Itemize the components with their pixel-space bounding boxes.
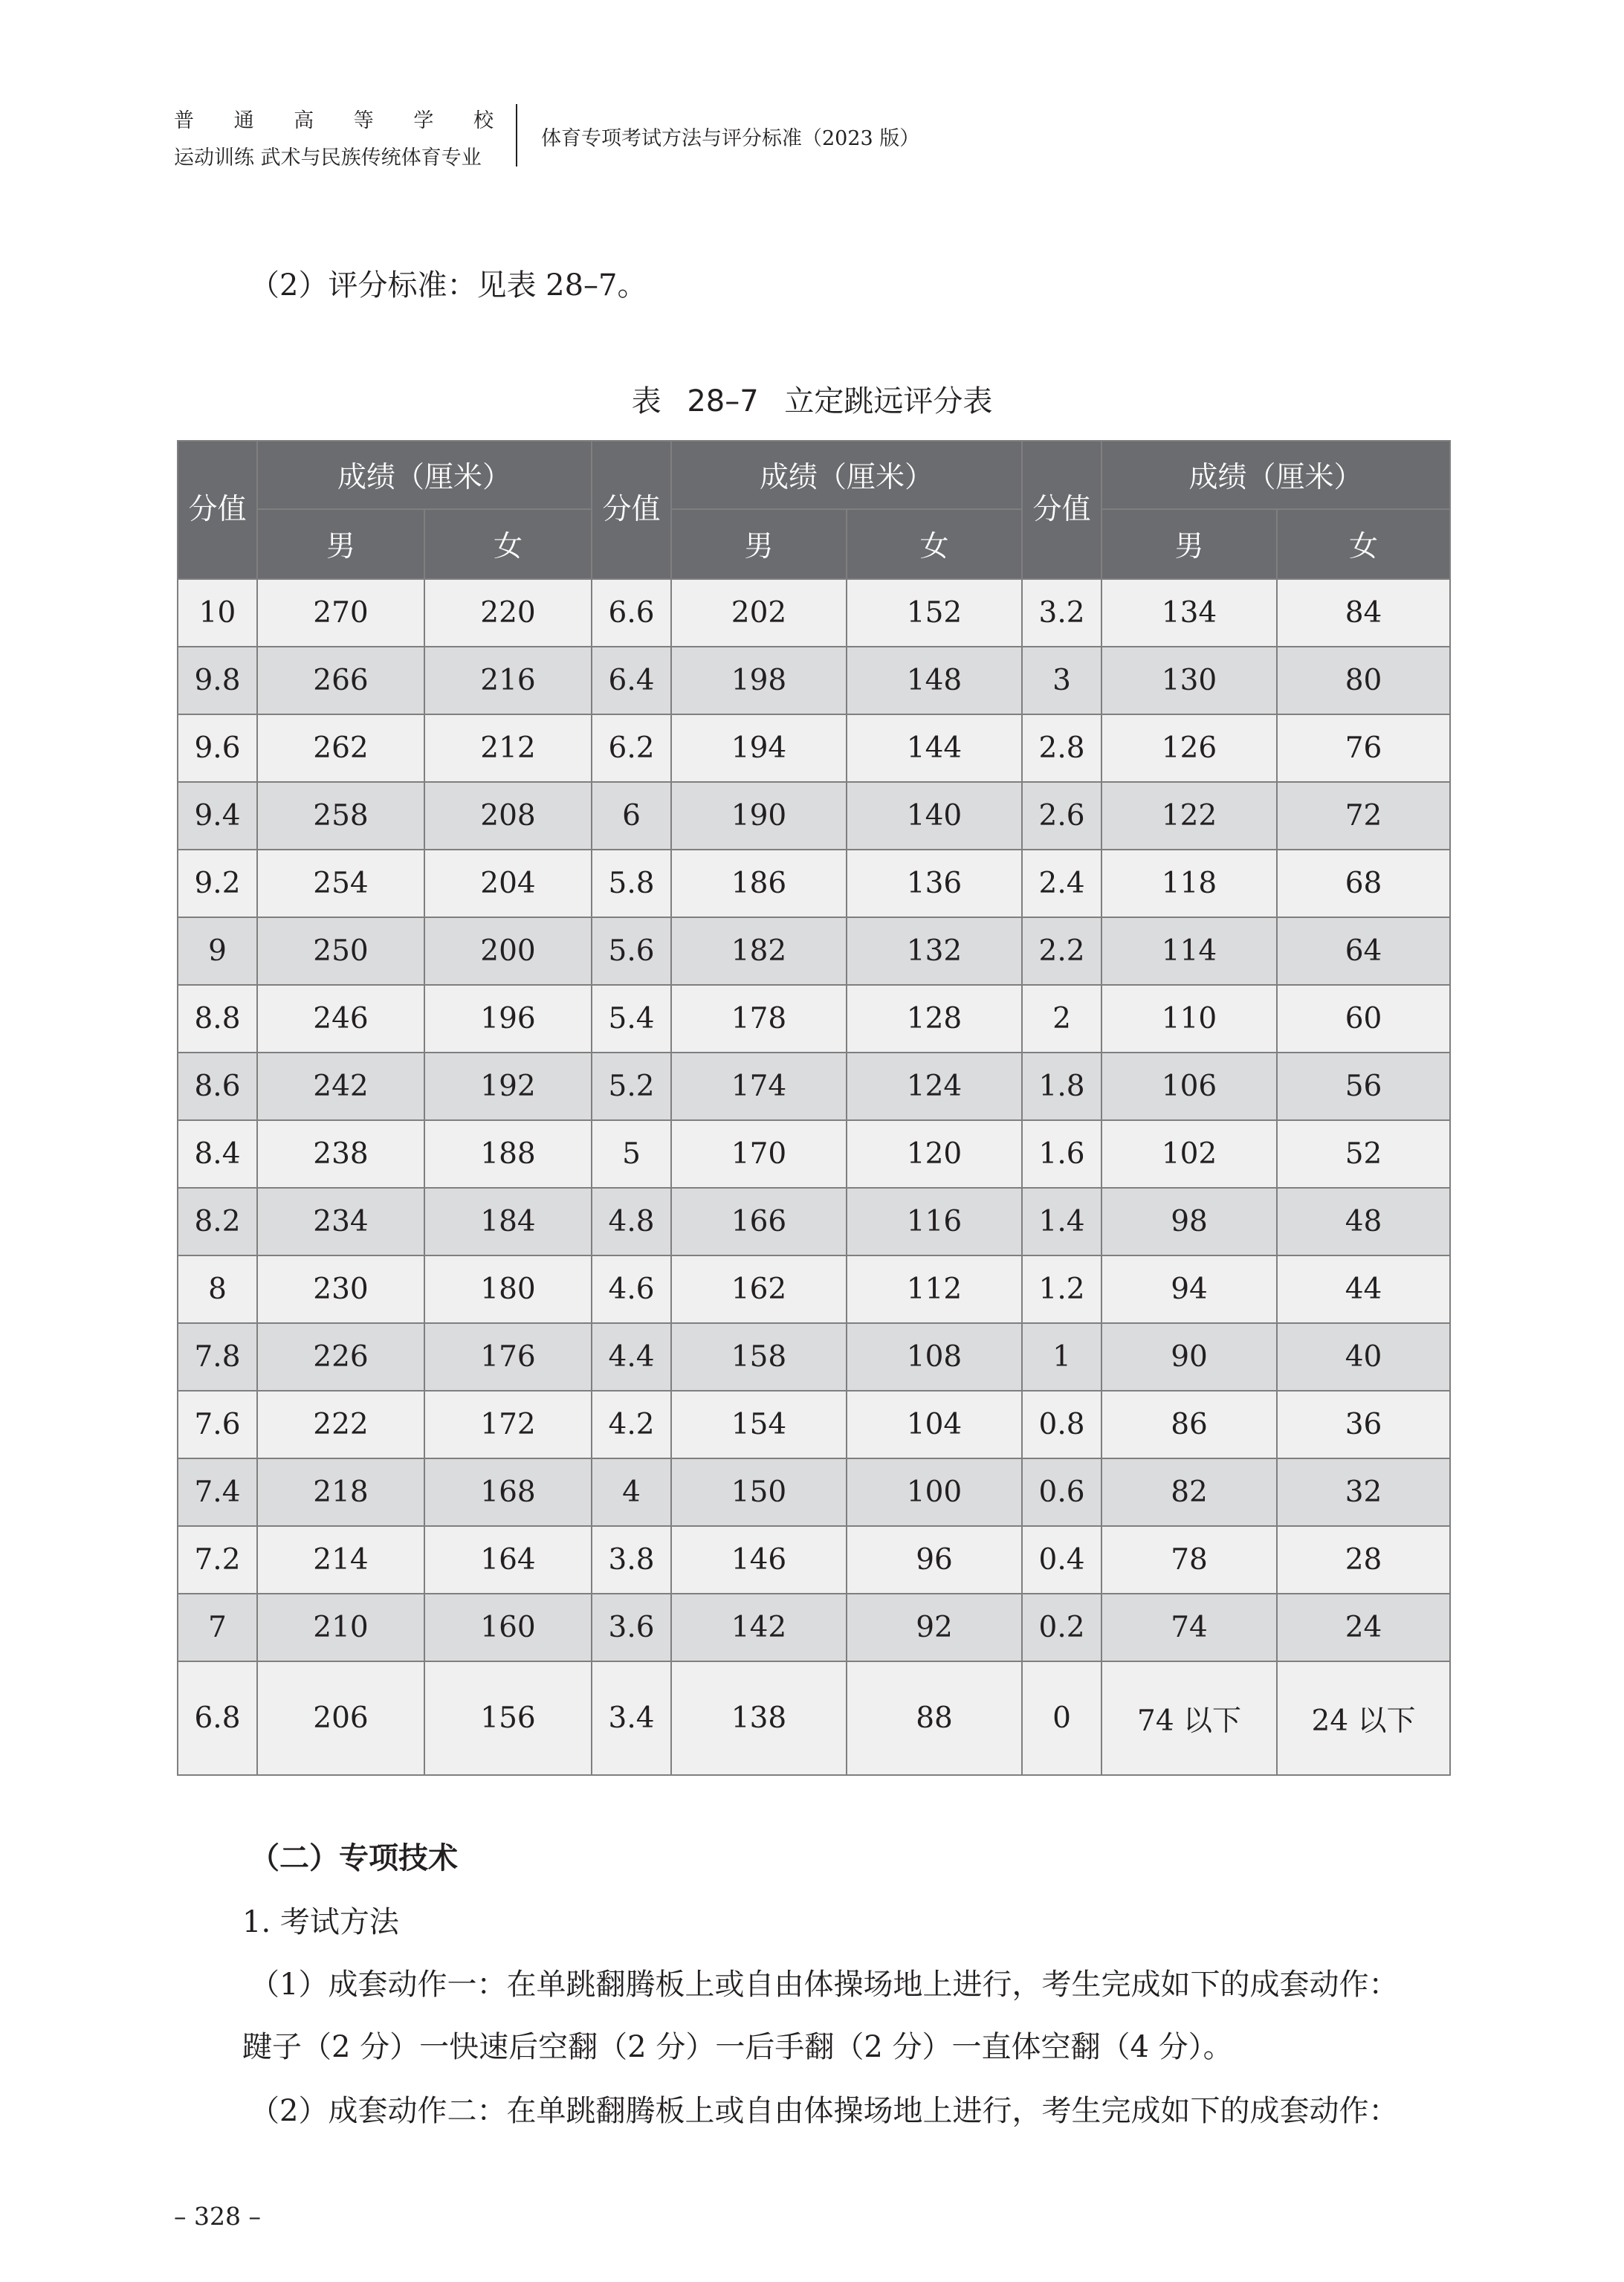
score-cell: 6.6 [592, 579, 671, 647]
paragraph: （1）成套动作一：在单跳翻腾板上或自由体操场地上进行，考生完成如下的成套动作： [250, 1968, 1399, 2002]
score-cell: 2.2 [1022, 917, 1101, 985]
result-header: 成绩（厘米） [671, 441, 1022, 509]
female-cell: 212 [424, 714, 592, 782]
female-cell: 96 [847, 1526, 1022, 1594]
score-cell: 1.4 [1022, 1188, 1101, 1255]
score-cell: 7.8 [178, 1323, 257, 1391]
male-cell: 202 [671, 579, 847, 647]
result-header: 成绩（厘米） [257, 441, 592, 509]
male-cell: 154 [671, 1391, 847, 1458]
female-cell: 100 [847, 1458, 1022, 1526]
score-cell: 1.8 [1022, 1053, 1101, 1120]
score-cell: 2.6 [1022, 782, 1101, 850]
female-cell: 132 [847, 917, 1022, 985]
score-cell: 5.8 [592, 850, 671, 917]
score-cell: 7.6 [178, 1391, 257, 1458]
female-cell: 192 [424, 1053, 592, 1120]
female-cell: 56 [1277, 1053, 1450, 1120]
male-cell: 214 [257, 1526, 424, 1594]
male-cell: 230 [257, 1255, 424, 1323]
female-cell: 32 [1277, 1458, 1450, 1526]
score-cell: 2.8 [1022, 714, 1101, 782]
score-cell: 5.6 [592, 917, 671, 985]
score-cell: 8.6 [178, 1053, 257, 1120]
table-row [178, 1053, 1450, 1120]
score-cell: 1.2 [1022, 1255, 1101, 1323]
score-header: 分值 [1022, 441, 1101, 579]
score-cell: 8.2 [178, 1188, 257, 1255]
table-body [178, 579, 1450, 1775]
male-cell: 242 [257, 1053, 424, 1120]
female-cell: 104 [847, 1391, 1022, 1458]
male-cell: 74 以下 [1101, 1661, 1277, 1775]
female-cell: 76 [1277, 714, 1450, 782]
male-cell: 266 [257, 647, 424, 714]
header-char: 高 [294, 109, 314, 132]
score-cell: 2 [1022, 985, 1101, 1053]
male-cell: 74 [1101, 1594, 1277, 1661]
score-cell: 1.6 [1022, 1120, 1101, 1188]
male-cell: 122 [1101, 782, 1277, 850]
page-number: – 328 – [174, 2202, 261, 2231]
female-cell: 204 [424, 850, 592, 917]
score-cell: 7.4 [178, 1458, 257, 1526]
score-header: 分值 [178, 441, 257, 579]
male-cell: 198 [671, 647, 847, 714]
header-school-type [174, 104, 494, 134]
header-char: 普 [174, 109, 194, 132]
score-cell: 8 [178, 1255, 257, 1323]
table-row [178, 579, 1450, 647]
male-cell: 210 [257, 1594, 424, 1661]
female-cell: 88 [847, 1661, 1022, 1775]
score-cell: 4.4 [592, 1323, 671, 1391]
table-row [178, 782, 1450, 850]
female-cell: 72 [1277, 782, 1450, 850]
score-cell: 1 [1022, 1323, 1101, 1391]
score-cell: 6.2 [592, 714, 671, 782]
male-cell: 270 [257, 579, 424, 647]
score-cell: 5.2 [592, 1053, 671, 1120]
table-row [178, 1458, 1450, 1526]
score-cell: 3 [1022, 647, 1101, 714]
male-cell: 246 [257, 985, 424, 1053]
female-cell: 60 [1277, 985, 1450, 1053]
female-cell: 168 [424, 1458, 592, 1526]
male-cell: 238 [257, 1120, 424, 1188]
standing-long-jump-score-table [177, 440, 1451, 1776]
female-cell: 172 [424, 1391, 592, 1458]
female-cell: 48 [1277, 1188, 1450, 1255]
male-cell: 78 [1101, 1526, 1277, 1594]
male-cell: 190 [671, 782, 847, 850]
score-cell: 8.8 [178, 985, 257, 1053]
female-cell: 64 [1277, 917, 1450, 985]
score-cell: 6.8 [178, 1661, 257, 1775]
result-header: 成绩（厘米） [1101, 441, 1450, 509]
table-row [178, 647, 1450, 714]
female-cell: 148 [847, 647, 1022, 714]
female-cell: 184 [424, 1188, 592, 1255]
female-cell: 24 [1277, 1594, 1450, 1661]
table-row [178, 1188, 1450, 1255]
score-cell: 8.4 [178, 1120, 257, 1188]
paragraph: （2）成套动作二：在单跳翻腾板上或自由体操场地上进行，考生完成如下的成套动作： [250, 2094, 1399, 2128]
male-cell: 98 [1101, 1188, 1277, 1255]
female-cell: 156 [424, 1661, 592, 1775]
male-cell: 222 [257, 1391, 424, 1458]
table-row [178, 1255, 1450, 1323]
score-cell: 2.4 [1022, 850, 1101, 917]
score-cell: 7 [178, 1594, 257, 1661]
male-cell: 186 [671, 850, 847, 917]
score-cell: 0.4 [1022, 1526, 1101, 1594]
score-cell: 4.8 [592, 1188, 671, 1255]
table-row [178, 985, 1450, 1053]
male-cell: 134 [1101, 579, 1277, 647]
score-cell: 4.2 [592, 1391, 671, 1458]
header-char: 校 [473, 109, 494, 132]
male-cell: 218 [257, 1458, 424, 1526]
male-cell: 158 [671, 1323, 847, 1391]
score-cell: 3.8 [592, 1526, 671, 1594]
table-row [178, 1526, 1450, 1594]
score-cell: 4.6 [592, 1255, 671, 1323]
male-header: 男 [1101, 509, 1277, 579]
male-cell: 138 [671, 1661, 847, 1775]
header-divider [516, 104, 517, 167]
female-cell: 140 [847, 782, 1022, 850]
male-cell: 94 [1101, 1255, 1277, 1323]
score-cell: 5.4 [592, 985, 671, 1053]
score-cell: 4 [592, 1458, 671, 1526]
score-cell: 9.8 [178, 647, 257, 714]
score-cell: 3.4 [592, 1661, 671, 1775]
female-cell: 188 [424, 1120, 592, 1188]
header-char: 等 [353, 109, 374, 132]
female-cell: 220 [424, 579, 592, 647]
male-cell: 150 [671, 1458, 847, 1526]
female-header: 女 [847, 509, 1022, 579]
female-cell: 152 [847, 579, 1022, 647]
male-cell: 194 [671, 714, 847, 782]
score-cell: 0.6 [1022, 1458, 1101, 1526]
male-cell: 182 [671, 917, 847, 985]
female-cell: 52 [1277, 1120, 1450, 1188]
male-cell: 250 [257, 917, 424, 985]
male-cell: 82 [1101, 1458, 1277, 1526]
female-cell: 112 [847, 1255, 1022, 1323]
female-cell: 176 [424, 1323, 592, 1391]
score-header: 分值 [592, 441, 671, 579]
female-cell: 68 [1277, 850, 1450, 917]
male-cell: 174 [671, 1053, 847, 1120]
male-header: 男 [671, 509, 847, 579]
score-cell: 9.4 [178, 782, 257, 850]
running-header-right: 体育专项考试方法与评分标准（2023 版） [541, 127, 920, 150]
score-cell: 0.2 [1022, 1594, 1101, 1661]
female-cell: 164 [424, 1526, 592, 1594]
table-row [178, 1594, 1450, 1661]
score-cell: 7.2 [178, 1526, 257, 1594]
table-row [178, 850, 1450, 917]
male-cell: 118 [1101, 850, 1277, 917]
female-cell: 208 [424, 782, 592, 850]
score-cell: 6.4 [592, 647, 671, 714]
male-cell: 258 [257, 782, 424, 850]
male-cell: 114 [1101, 917, 1277, 985]
male-cell: 254 [257, 850, 424, 917]
section-heading: （二）专项技术 [250, 1840, 458, 1875]
header-major: 运动训练 武术与民族传统体育专业 [174, 146, 482, 169]
table-row [178, 1391, 1450, 1458]
female-cell: 120 [847, 1120, 1022, 1188]
female-cell: 24 以下 [1277, 1661, 1450, 1775]
table-row [178, 1120, 1450, 1188]
male-cell: 106 [1101, 1053, 1277, 1120]
score-cell: 3.6 [592, 1594, 671, 1661]
female-cell: 136 [847, 850, 1022, 917]
male-cell: 90 [1101, 1323, 1277, 1391]
table-row [178, 917, 1450, 985]
male-cell: 206 [257, 1661, 424, 1775]
score-cell: 0.8 [1022, 1391, 1101, 1458]
score-cell: 6 [592, 782, 671, 850]
female-header: 女 [424, 509, 592, 579]
female-cell: 116 [847, 1188, 1022, 1255]
female-cell: 40 [1277, 1323, 1450, 1391]
male-cell: 86 [1101, 1391, 1277, 1458]
female-cell: 200 [424, 917, 592, 985]
score-cell: 0 [1022, 1661, 1101, 1775]
table-row [178, 714, 1450, 782]
female-cell: 44 [1277, 1255, 1450, 1323]
female-cell: 196 [424, 985, 592, 1053]
score-cell: 10 [178, 579, 257, 647]
score-cell: 9.2 [178, 850, 257, 917]
female-cell: 92 [847, 1594, 1022, 1661]
female-cell: 128 [847, 985, 1022, 1053]
running-header-left [174, 104, 501, 170]
male-cell: 142 [671, 1594, 847, 1661]
score-cell: 3.2 [1022, 579, 1101, 647]
male-cell: 178 [671, 985, 847, 1053]
male-cell: 146 [671, 1526, 847, 1594]
female-cell: 216 [424, 647, 592, 714]
header-char: 通 [233, 109, 254, 132]
male-cell: 126 [1101, 714, 1277, 782]
female-cell: 36 [1277, 1391, 1450, 1458]
female-cell: 180 [424, 1255, 592, 1323]
scoring-standard-intro: （2）评分标准：见表 28–7。 [250, 268, 647, 303]
female-cell: 160 [424, 1594, 592, 1661]
table-title: 表 28–7 立定跳远评分表 [631, 384, 993, 418]
table-row [178, 1323, 1450, 1391]
header-char: 学 [413, 109, 434, 132]
paragraph: 1. 考试方法 [242, 1905, 399, 1939]
score-cell: 9.6 [178, 714, 257, 782]
male-header: 男 [257, 509, 424, 579]
male-cell: 130 [1101, 647, 1277, 714]
male-cell: 262 [257, 714, 424, 782]
male-cell: 166 [671, 1188, 847, 1255]
female-cell: 80 [1277, 647, 1450, 714]
paragraph: 踺子（2 分）一快速后空翻（2 分）一后手翻（2 分）一直体空翻（4 分）。 [242, 2030, 1233, 2064]
female-cell: 124 [847, 1053, 1022, 1120]
male-cell: 226 [257, 1323, 424, 1391]
male-cell: 170 [671, 1120, 847, 1188]
male-cell: 110 [1101, 985, 1277, 1053]
female-header: 女 [1277, 509, 1450, 579]
male-cell: 162 [671, 1255, 847, 1323]
female-cell: 84 [1277, 579, 1450, 647]
female-cell: 28 [1277, 1526, 1450, 1594]
male-cell: 102 [1101, 1120, 1277, 1188]
table-row [178, 1661, 1450, 1775]
female-cell: 144 [847, 714, 1022, 782]
male-cell: 234 [257, 1188, 424, 1255]
score-cell: 5 [592, 1120, 671, 1188]
score-cell: 9 [178, 917, 257, 985]
female-cell: 108 [847, 1323, 1022, 1391]
